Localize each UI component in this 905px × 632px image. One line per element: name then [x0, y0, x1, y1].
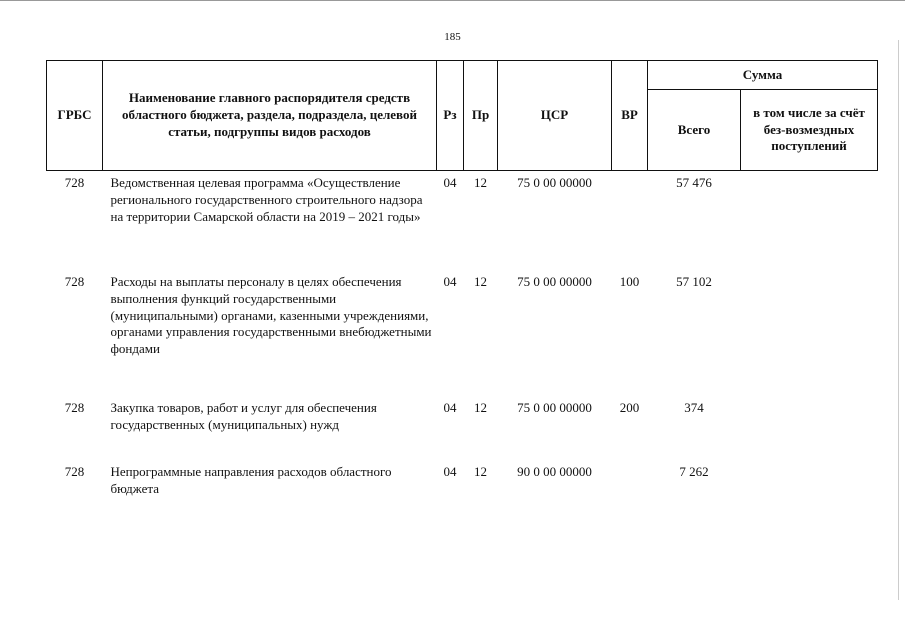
cell-csr: 75 0 00 00000	[517, 274, 592, 289]
cell-total: 57 102	[676, 274, 712, 289]
cell-incl	[741, 396, 878, 460]
cell-csr: 90 0 00 00000	[517, 464, 592, 479]
cell-csr: 75 0 00 00000	[517, 175, 592, 190]
cell-total: 57 476	[676, 175, 712, 190]
cell-vr: 100	[619, 274, 640, 289]
header-csr: ЦСР	[498, 61, 612, 171]
header-vr: ВР	[612, 61, 648, 171]
cell-grbs: 728	[64, 274, 85, 289]
header-pr: Пр	[464, 61, 498, 171]
cell-rz: 04	[443, 175, 457, 190]
cell-grbs: 728	[64, 400, 85, 415]
cell-grbs: 728	[64, 464, 85, 479]
cell-pr: 12	[474, 175, 487, 190]
table-row	[47, 171, 878, 271]
header-sum: Сумма	[648, 61, 878, 90]
cell-incl	[741, 270, 878, 396]
cell-csr: 75 0 00 00000	[517, 400, 592, 415]
budget-table	[46, 60, 878, 504]
cell-rz: 04	[443, 464, 457, 479]
cell-rz: 04	[443, 400, 457, 415]
cell-total: 7 262	[679, 464, 709, 479]
cell-incl	[741, 171, 878, 271]
cell-vr	[612, 460, 648, 504]
cell-name: Непрограммные направления расходов областного бюджета	[110, 464, 392, 496]
cell-grbs: 728	[64, 175, 85, 190]
cell-total: 374	[684, 400, 704, 415]
table-body	[47, 171, 878, 505]
right-edge-line	[898, 40, 899, 600]
header-incl: в том числе за счёт без-возмездных поступлений	[741, 90, 878, 171]
cell-pr: 12	[474, 274, 487, 289]
header-name: Наименование главного распорядителя средств областного бюджета, раздела, подраздела, целевой статьи, подгруппы видов расходов	[103, 61, 437, 171]
cell-vr	[612, 171, 648, 271]
cell-pr: 12	[474, 400, 487, 415]
top-border-line	[0, 0, 905, 1]
table-row	[47, 460, 878, 504]
cell-vr: 200	[619, 400, 640, 415]
table-row	[47, 396, 878, 460]
table-row	[47, 270, 878, 396]
page-number: 185	[444, 31, 461, 43]
cell-name: Ведомственная целевая программа «Осуществление регионального государственного строительного надзора на территории Самарской области на 2019 – 2021 годы»	[110, 175, 423, 224]
cell-rz: 04	[443, 274, 457, 289]
cell-name: Закупка товаров, работ и услуг для обеспечения государственных (муниципальных) нужд	[110, 400, 377, 432]
header-rz: Рз	[437, 61, 464, 171]
header-total: Всего	[648, 90, 741, 171]
cell-pr: 12	[474, 464, 487, 479]
header-grbs: ГРБС	[47, 61, 103, 171]
table-header	[47, 61, 878, 171]
cell-name: Расходы на выплаты персоналу в целях обеспечения выполнения функций государственными (муниципальными) органами, казенными учреждениями, органами управления государственными внебюджетными фондами	[110, 274, 432, 357]
cell-incl	[741, 460, 878, 504]
